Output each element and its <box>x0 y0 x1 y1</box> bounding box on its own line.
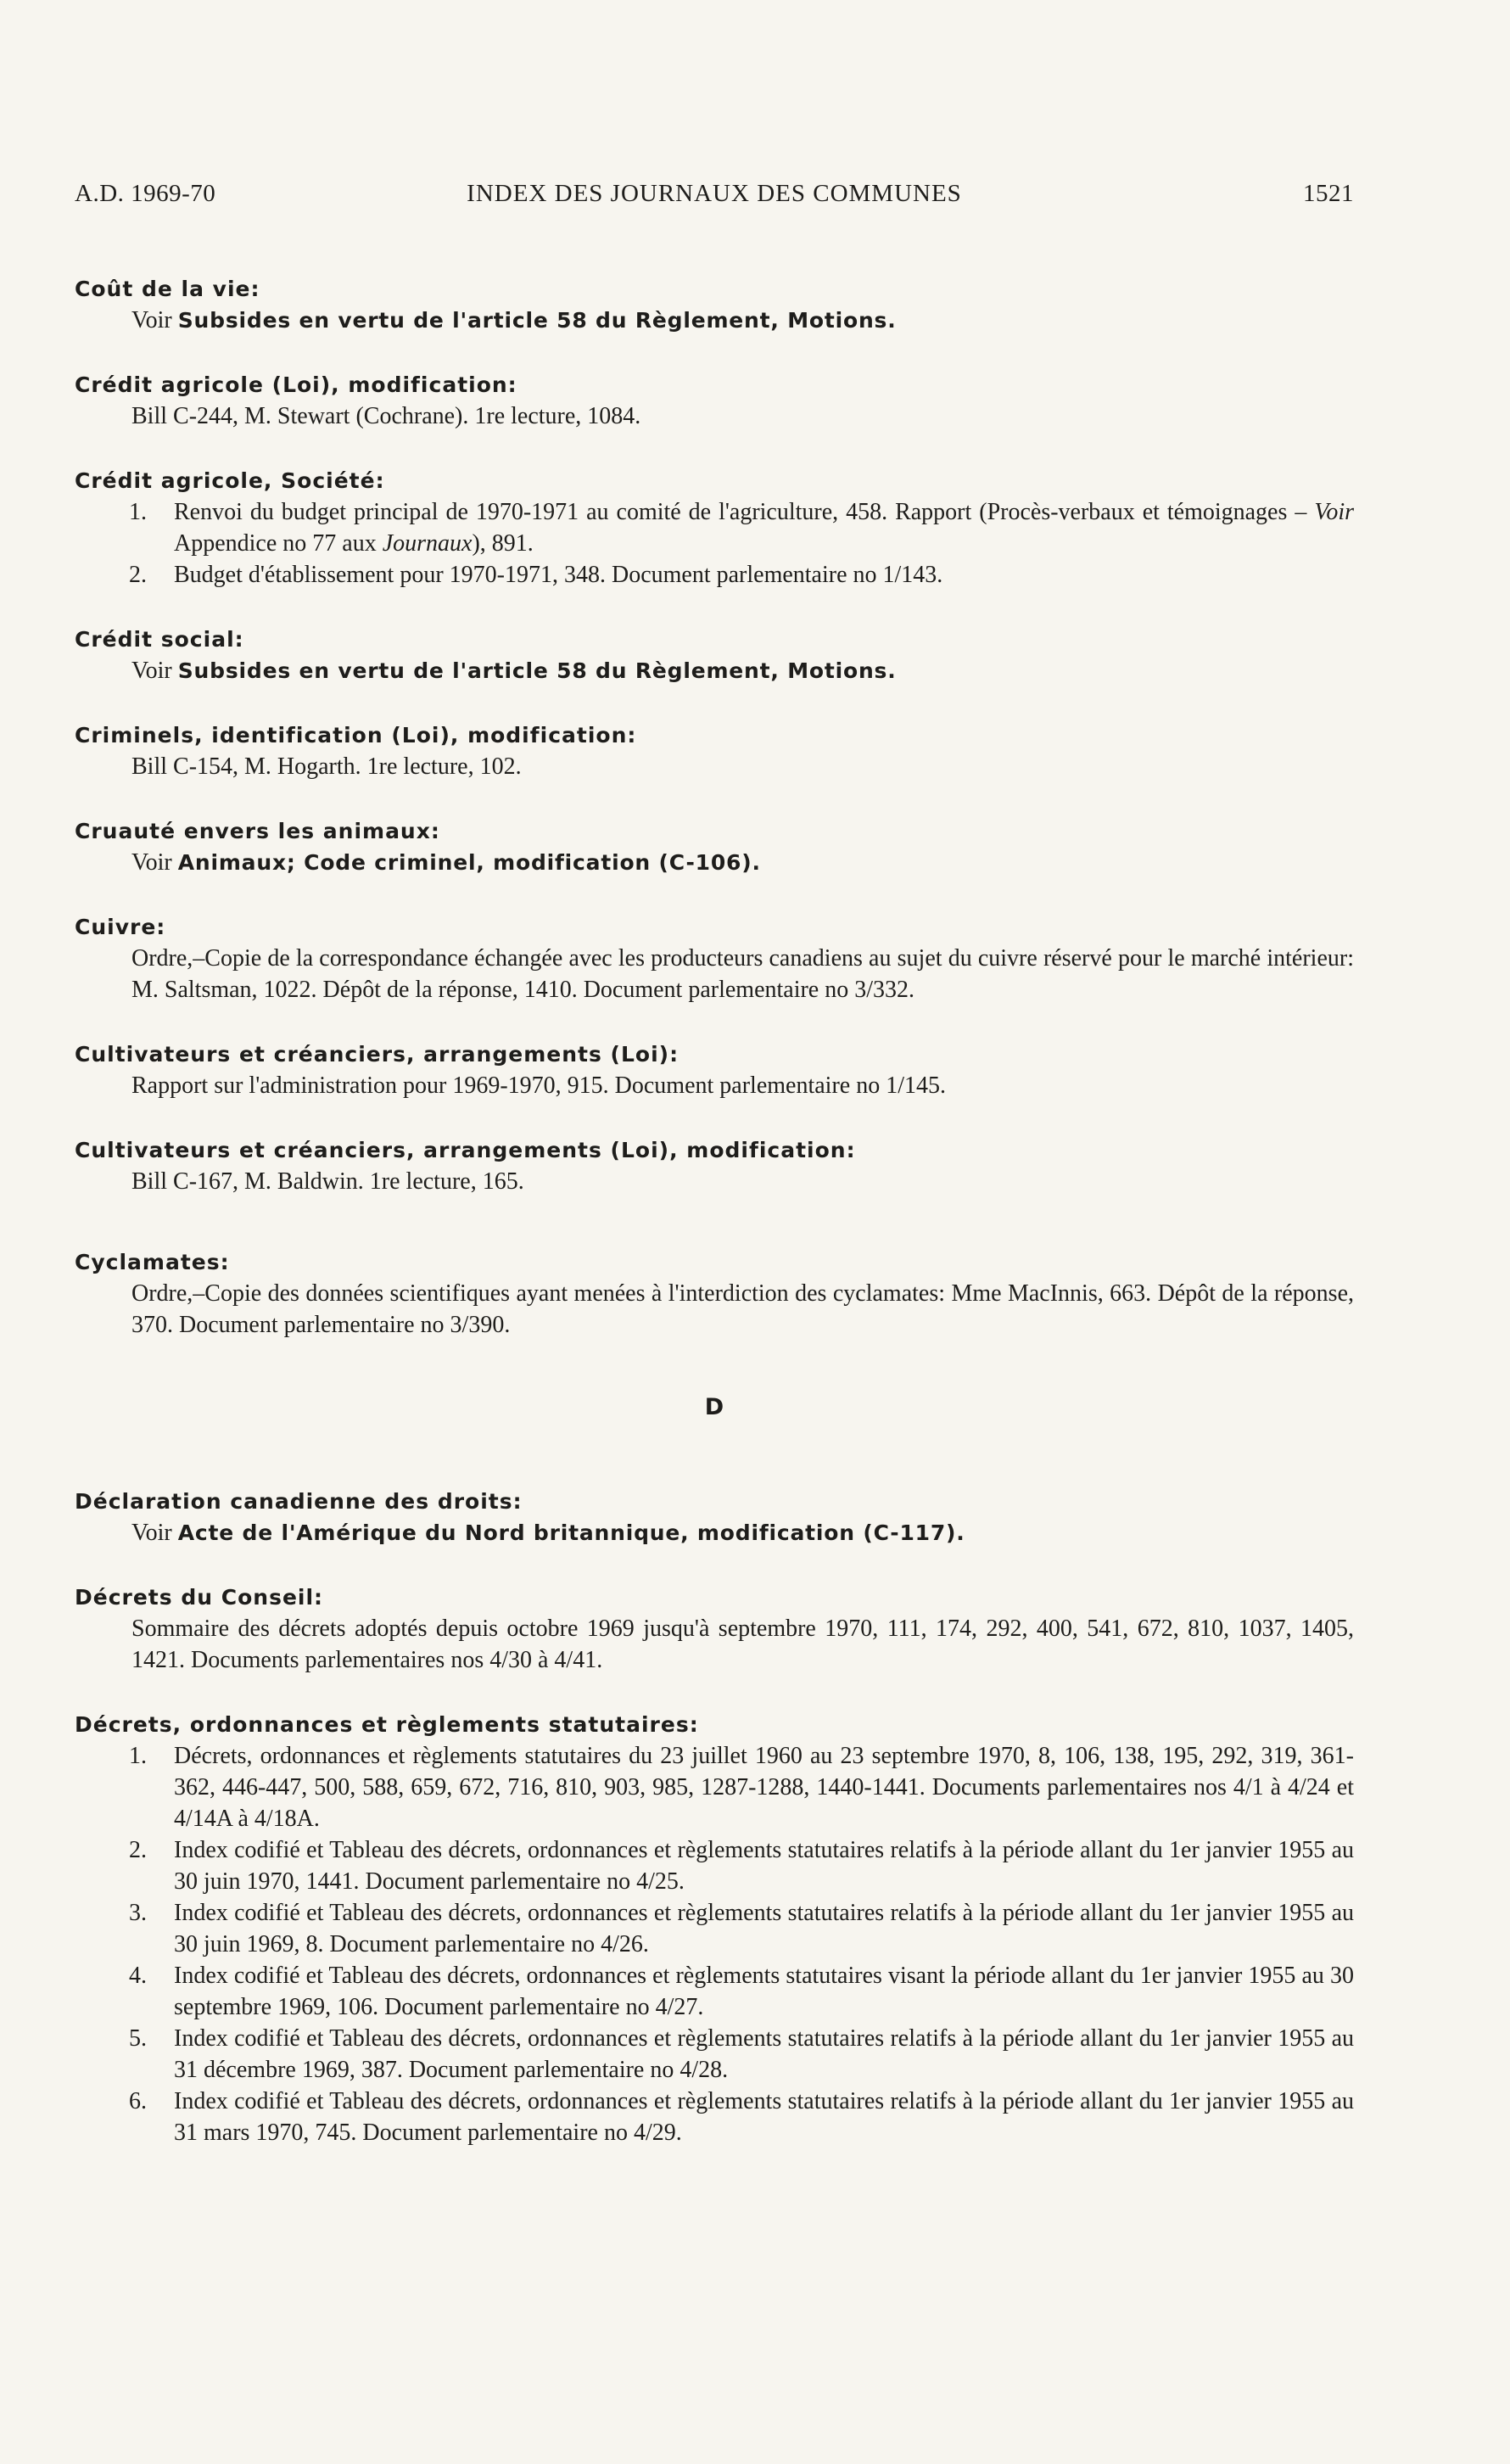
voir-label: Voir <box>1314 499 1354 525</box>
entry-reference <box>131 305 1354 336</box>
entry-text: Sommaire des décrets adoptés depuis octobre 1969 jusqu'à septembre 1970, 111, 174, 292, 400, 541, 672, 810, 1037, 1405, 1421. Documents parlementaires nos 4/30 à 4/41. <box>131 1616 1354 1673</box>
item-number: 2. <box>129 562 147 588</box>
item-number: 1. <box>129 1743 147 1769</box>
entry-heading: Cuivre: <box>75 915 166 939</box>
index-entry <box>75 1486 1354 1548</box>
running-header <box>75 180 1354 214</box>
entry-heading: Déclaration canadienne des droits: <box>75 1489 523 1514</box>
entry-heading: Coût de la vie: <box>75 277 260 301</box>
item-text: Appendice no 77 aux <box>174 530 377 557</box>
index-entry <box>75 1709 1354 2148</box>
item-number: 3. <box>129 1900 147 1926</box>
entry-text: Bill C-154, M. Hogarth. 1re lecture, 102. <box>131 753 522 780</box>
entry-text: Rapport sur l'administration pour 1969-1970, 915. Document parlementaire no 1/145. <box>131 1072 946 1099</box>
index-entry <box>75 369 1354 432</box>
index-entry <box>75 465 1354 591</box>
index-entry <box>75 911 1354 1005</box>
item-number: 5. <box>129 2025 147 2052</box>
entry-heading: Cruauté envers les animaux: <box>75 819 440 843</box>
entry-heading: Cultivateurs et créanciers, arrangements (Loi), modification: <box>75 1138 856 1162</box>
index-entry <box>75 815 1354 878</box>
item-text: ), 891. <box>472 530 534 557</box>
index-entry <box>75 1246 1354 1341</box>
index-entry <box>75 273 1354 336</box>
cross-reference: Subsides en vertu de l'article 58 du Règlement, Motions. <box>177 658 897 683</box>
header-year: A.D. 1969-70 <box>75 180 216 207</box>
entry-text: Bill C-167, M. Baldwin. 1re lecture, 165. <box>131 1168 524 1195</box>
item-number: 2. <box>129 1837 147 1863</box>
item-text: Index codifié et Tableau des décrets, ordonnances et règlements statutaires relatifs à la période allant du 1er janvier 1955 au 31 décembre 1969, 387. Document parlementaire no 4/28. <box>174 2025 1354 2083</box>
entry-reference <box>131 655 1354 686</box>
entry-heading: Crédit agricole, Société: <box>75 468 385 493</box>
header-title: INDEX DES JOURNAUX DES COMMUNES <box>467 180 962 207</box>
section-letter: D <box>704 1394 724 1420</box>
voir-label: Voir <box>131 307 172 333</box>
entry-item <box>75 1897 1354 1960</box>
entry-item <box>75 1740 1354 1834</box>
journaux-label: Journaux <box>382 530 473 557</box>
cross-reference: Subsides en vertu de l'article 58 du Règlement, Motions. <box>177 308 897 333</box>
entry-text: Ordre,–Copie des données scientifiques ayant menées à l'interdiction des cyclamates: Mme MacInnis, 663. Dépôt de la réponse, 370. Document parlementaire no 3/390. <box>131 1280 1354 1338</box>
entry-item <box>75 1960 1354 2023</box>
page-number: 1521 <box>1303 180 1354 207</box>
voir-label: Voir <box>131 1520 172 1546</box>
entry-heading: Cyclamates: <box>75 1250 230 1274</box>
entry-item <box>75 2086 1354 2148</box>
entry-item <box>75 1834 1354 1897</box>
entry-heading: Crédit social: <box>75 627 244 652</box>
entry-reference <box>131 1517 1354 1548</box>
item-number: 1. <box>129 499 147 525</box>
cross-reference: Animaux; Code criminel, modification (C-106). <box>177 850 761 875</box>
entry-item <box>75 2023 1354 2086</box>
index-entry <box>75 624 1354 686</box>
entry-reference <box>131 847 1354 878</box>
index-entry <box>75 1039 1354 1101</box>
item-text: Index codifié et Tableau des décrets, ordonnances et règlements statutaires relatifs à la période allant du 1er janvier 1955 au 31 mars 1970, 745. Document parlementaire no 4/29. <box>174 2088 1354 2146</box>
index-entry <box>75 720 1354 782</box>
entry-heading: Décrets du Conseil: <box>75 1585 324 1610</box>
entry-text: Bill C-244, M. Stewart (Cochrane). 1re lecture, 1084. <box>131 403 641 429</box>
item-text: Décrets, ordonnances et règlements statutaires du 23 juillet 1960 au 23 septembre 1970, 8, 106, 138, 195, 292, 319, 361-362, 446-447, 500, 588, 659, 672, 716, 810, 903, 985, 1287-1288, 1440-1441. Documents parlementaires nos 4/1 à 4/24 et 4/14A à 4/18A. <box>174 1743 1354 1832</box>
entry-item <box>75 559 1354 591</box>
item-text: Renvoi du budget principal de 1970-1971 au comité de l'agriculture, 458. Rapport (Procès-verbaux et témoignages – <box>174 499 1307 525</box>
entry-item <box>75 496 1354 559</box>
entry-heading: Criminels, identification (Loi), modification: <box>75 723 637 748</box>
index-entry <box>75 1134 1354 1197</box>
item-text: Budget d'établissement pour 1970-1971, 348. Document parlementaire no 1/143. <box>174 562 943 588</box>
entry-heading: Crédit agricole (Loi), modification: <box>75 372 517 397</box>
item-number: 6. <box>129 2088 147 2114</box>
entry-heading: Cultivateurs et créanciers, arrangements (Loi): <box>75 1042 680 1067</box>
item-text: Index codifié et Tableau des décrets, ordonnances et règlements statutaires visant la période allant du 1er janvier 1955 au 30 septembre 1969, 106. Document parlementaire no 4/27. <box>174 1963 1354 2020</box>
index-entry <box>75 1582 1354 1676</box>
item-text: Index codifié et Tableau des décrets, ordonnances et règlements statutaires relatifs à la période allant du 1er janvier 1955 au 30 juin 1970, 1441. Document parlementaire no 4/25. <box>174 1837 1354 1895</box>
item-number: 4. <box>129 1963 147 1989</box>
entry-text: Ordre,–Copie de la correspondance échangée avec les producteurs canadiens au sujet du cuivre réservé pour le marché intérieur: M. Saltsman, 1022. Dépôt de la réponse, 1410. Document parlementaire no 3/332. <box>131 945 1354 1003</box>
item-text: Index codifié et Tableau des décrets, ordonnances et règlements statutaires relatifs à la période allant du 1er janvier 1955 au 30 juin 1969, 8. Document parlementaire no 4/26. <box>174 1900 1354 1957</box>
entry-heading: Décrets, ordonnances et règlements statutaires: <box>75 1712 699 1737</box>
voir-label: Voir <box>131 658 172 684</box>
voir-label: Voir <box>131 849 172 876</box>
index-content <box>75 273 1354 2181</box>
cross-reference: Acte de l'Amérique du Nord britannique, modification (C-117). <box>177 1520 965 1545</box>
